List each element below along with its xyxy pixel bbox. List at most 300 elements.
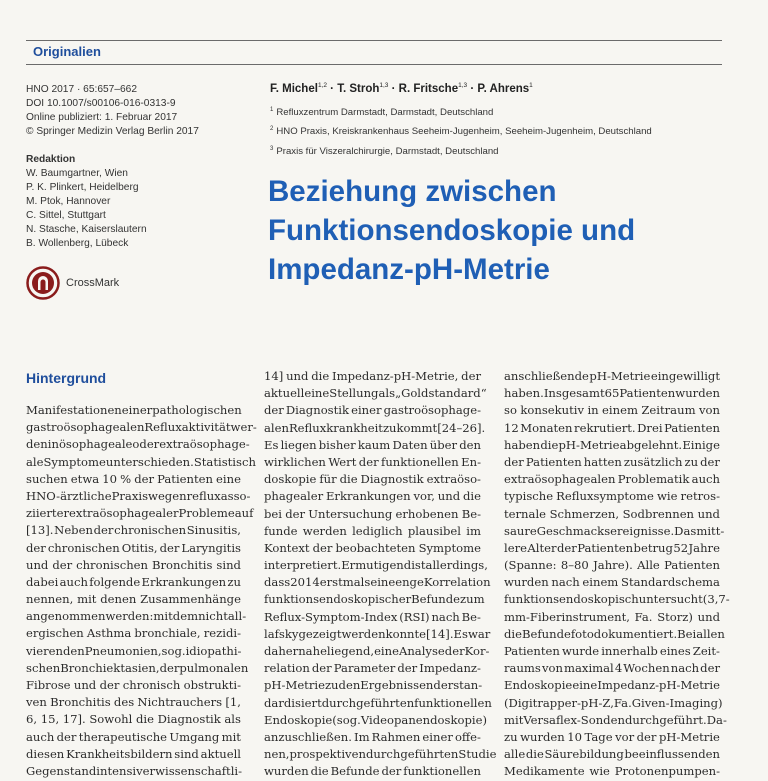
text-word: sog. xyxy=(161,643,186,658)
editor-name: N. Stasche, Kaiserslautern xyxy=(26,224,147,235)
text-line xyxy=(264,712,487,729)
text-word: allerdings, xyxy=(425,558,488,573)
text-word: der xyxy=(700,454,720,469)
text-word: die xyxy=(136,712,154,727)
text-word: auf xyxy=(234,506,254,521)
text-word: ale xyxy=(26,454,44,469)
text-word: eine xyxy=(572,678,598,693)
text-word: extraöso- xyxy=(426,472,481,487)
author-name: P. Ahrens xyxy=(477,82,530,95)
text-word: phagealer xyxy=(264,489,324,504)
text-line xyxy=(26,711,241,728)
text-line xyxy=(26,419,257,436)
affiliation-list xyxy=(270,102,652,160)
text-word: kaum xyxy=(357,437,391,452)
text-word: chronischen xyxy=(76,557,148,572)
text-word: daher xyxy=(264,644,299,658)
text-word: die xyxy=(310,764,329,779)
text-line xyxy=(26,454,256,471)
text-word: chronischen xyxy=(47,540,120,555)
text-word: war xyxy=(467,626,491,641)
affiliation-item xyxy=(270,121,652,140)
text-line xyxy=(504,420,720,437)
text-word: Symptome xyxy=(43,454,106,469)
text-line xyxy=(504,729,720,746)
text-word: nach xyxy=(551,575,580,590)
text-word: wurden xyxy=(675,386,720,401)
header-rule-bottom xyxy=(26,64,722,65)
text-word: und xyxy=(73,678,97,692)
text-word: eine xyxy=(370,575,396,590)
text-line xyxy=(26,625,241,642)
text-word: ven xyxy=(26,695,47,710)
text-word: angenommen xyxy=(26,609,106,624)
text-line xyxy=(264,557,488,574)
text-word: Rahmen xyxy=(371,729,421,744)
text-word: liegen xyxy=(280,437,317,452)
text-word: raums xyxy=(504,661,541,676)
text-word: Fibrose xyxy=(26,678,71,692)
text-word: durchgeführten xyxy=(365,747,459,762)
text-line xyxy=(504,506,720,523)
text-word: Refluxkrankheit xyxy=(288,420,383,435)
text-word: (3,7- xyxy=(702,592,730,607)
text-word: so xyxy=(504,403,517,418)
text-word: mitt- xyxy=(696,523,725,538)
text-word: unterschieden. xyxy=(105,454,194,469)
text-word: Bronchitis xyxy=(151,557,213,572)
text-line xyxy=(504,609,720,626)
text-word: Gegenstand xyxy=(26,763,97,778)
text-word: wirklichen xyxy=(264,454,326,469)
text-line xyxy=(264,488,481,505)
text-word: oder xyxy=(132,437,160,452)
author-affiliation-mark: 1,2 xyxy=(317,82,327,89)
text-word: diesen xyxy=(26,746,65,761)
text-word: durchgeführt. xyxy=(624,712,707,727)
text-word: und xyxy=(697,609,720,624)
text-word: für xyxy=(319,472,337,487)
text-word: der xyxy=(134,471,155,486)
text-word: wie xyxy=(656,489,678,504)
text-word: einem xyxy=(602,403,638,418)
text-word: bei xyxy=(264,506,282,521)
text-word: Patienten xyxy=(525,454,582,469)
text-word: dass xyxy=(264,575,291,590)
text-word: Wert xyxy=(328,454,357,469)
editor-name: P. K. Plinkert, Heidelberg xyxy=(26,182,139,193)
text-line xyxy=(264,437,481,454)
affiliation-item xyxy=(270,102,652,121)
text-word: Geschmacksereignisse. xyxy=(536,523,675,538)
copyright: © Springer Medizin Verlag Berlin 2017 xyxy=(26,126,199,137)
text-word: 10 xyxy=(102,471,117,486)
text-line xyxy=(504,557,720,574)
text-word: in xyxy=(47,437,59,452)
text-word: therapeutische xyxy=(78,729,168,744)
text-word: Given-Imaging) xyxy=(631,695,723,710)
text-word: des xyxy=(113,695,135,710)
editor-name: W. Baumgartner, Wien xyxy=(26,168,128,179)
text-line xyxy=(504,677,720,694)
text-word: obstrukti- xyxy=(183,678,241,692)
text-word: 10 xyxy=(567,729,583,744)
text-word: die xyxy=(504,626,522,641)
text-line xyxy=(504,712,727,729)
text-line xyxy=(264,591,485,608)
text-word: wurde xyxy=(561,644,600,658)
text-word: Patienten xyxy=(619,386,676,401)
text-word: funktionellen xyxy=(381,454,459,469)
text-word: zusätzlich xyxy=(623,454,683,469)
text-word: eine xyxy=(216,471,241,486)
text-word: Jahre). xyxy=(593,558,633,573)
text-word: Insgesamt xyxy=(543,386,605,401)
text-word: Symptome xyxy=(418,540,481,555)
text-line xyxy=(264,677,481,694)
affiliation-text: Praxis für Viszeralchirurgie, Darmstadt, Deutschland xyxy=(276,145,499,157)
text-word: Kontext xyxy=(264,540,310,555)
text-word: Parameter xyxy=(333,661,396,676)
text-line xyxy=(264,574,491,591)
text-word: abgelehnt. xyxy=(619,437,683,452)
article-title-line: Beziehung zwischen xyxy=(268,175,557,208)
text-word: Säurebildung xyxy=(544,747,624,762)
text-word: gastroösophage- xyxy=(383,403,481,418)
text-word: retros- xyxy=(680,489,720,504)
text-word: der xyxy=(504,454,524,469)
text-word: funde xyxy=(264,523,298,538)
text-word: der xyxy=(358,454,379,469)
text-word: Befunde xyxy=(411,592,461,607)
text-word: typische xyxy=(504,489,554,504)
text-line xyxy=(26,557,241,574)
text-word: Refluxsymptome xyxy=(556,489,654,504)
text-line xyxy=(26,540,241,557)
article-title-line: Funktionsendoskopie und xyxy=(268,214,636,247)
text-word: Patienten xyxy=(577,540,634,555)
text-word: von xyxy=(541,661,563,676)
text-word: Monaten xyxy=(520,420,573,435)
text-word: nennen, xyxy=(26,592,74,607)
text-word: Problematik xyxy=(617,472,690,487)
article-title xyxy=(268,172,718,289)
text-word: (Spanne: xyxy=(504,558,557,573)
text-word: Im xyxy=(353,729,370,744)
text-word: eine xyxy=(304,386,330,401)
text-line xyxy=(264,609,481,626)
text-word: die xyxy=(540,437,559,452)
text-line xyxy=(26,746,241,763)
text-word: pH-Metrie xyxy=(589,369,651,383)
text-word: Kor- xyxy=(464,644,490,658)
text-word: den xyxy=(26,437,48,452)
text-word: Be- xyxy=(461,506,481,521)
text-word: vor, xyxy=(413,489,435,504)
text-word: 8–80 xyxy=(560,558,589,573)
affiliation-text: Refluxzentrum Darmstadt, Darmstadt, Deutschland xyxy=(276,107,494,119)
text-line xyxy=(504,471,720,488)
affiliation-item xyxy=(270,141,652,160)
text-word: Impedanz- xyxy=(419,661,481,676)
editor-name: M. Ptok, Hannover xyxy=(26,196,111,207)
text-word: einer xyxy=(351,403,382,418)
text-word: (Digitrapper-pH-Z, xyxy=(504,695,614,710)
text-line xyxy=(504,488,720,505)
text-word: der xyxy=(556,540,577,555)
text-word: wer- xyxy=(230,420,257,435)
section-label: Originalien xyxy=(33,44,101,59)
text-word: einem xyxy=(582,575,619,590)
text-word: beeinflussenden xyxy=(624,747,720,762)
text-word: eine xyxy=(374,644,399,658)
author-name: F. Michel xyxy=(270,82,318,95)
text-word: als xyxy=(224,712,241,727)
text-word: auch xyxy=(26,729,55,744)
text-word: nen, xyxy=(264,747,290,762)
text-word: Befunde xyxy=(330,764,380,779)
text-word: wie xyxy=(589,764,610,779)
text-word: Bronchiektasien, xyxy=(60,660,160,675)
text-word: der xyxy=(159,540,180,555)
text-word: En- xyxy=(461,454,481,469)
text-word: vierenden xyxy=(26,643,85,658)
text-word: nach xyxy=(670,661,700,676)
text-word: Fa. xyxy=(634,609,653,624)
text-word: im xyxy=(466,523,481,538)
text-word: beobachteten xyxy=(335,540,416,555)
text-line xyxy=(504,643,720,660)
column-body xyxy=(504,368,730,781)
text-line xyxy=(26,471,241,488)
text-word: Impedanz-pH-Metrie xyxy=(597,678,720,693)
text-word: Analyse xyxy=(398,644,445,658)
text-word: der xyxy=(285,506,306,521)
author-list: F. Michel$^{1,2}$ · T. Stroh$^{1,3}$ · R. Fritsche$^{1,3}$ · P. Ahrens$^1$ xyxy=(270,82,533,95)
text-word: zukommt xyxy=(382,420,438,435)
doi-link[interactable]: DOI 10.1007/s00106-016-0313-9 xyxy=(26,98,176,109)
text-word: der xyxy=(433,678,454,693)
text-word: folgende xyxy=(89,574,141,589)
text-line xyxy=(26,591,241,608)
text-word: lediglich xyxy=(352,523,403,538)
text-line xyxy=(504,695,723,712)
text-word: Asthma xyxy=(86,626,132,641)
text-word: sind xyxy=(174,746,199,761)
text-word: der xyxy=(159,660,180,675)
text-word: ziierter xyxy=(26,506,69,521)
text-word: extraösophagealen xyxy=(504,472,616,487)
journal-citation: HNO 2017 · 65:657–662 xyxy=(26,84,138,95)
text-word: in xyxy=(587,403,599,418)
text-word: (sog. xyxy=(332,712,361,727)
crossmark-badge[interactable] xyxy=(26,266,119,300)
text-word: ternale xyxy=(504,506,547,521)
text-column-2 xyxy=(264,368,497,781)
crossmark-label: CrossMark xyxy=(66,277,120,289)
text-word: werden: xyxy=(105,609,154,624)
text-line xyxy=(264,763,481,780)
text-line xyxy=(26,729,241,746)
text-word: Das xyxy=(674,523,697,538)
text-word: Zeitraum xyxy=(641,403,696,418)
text-word: stan- xyxy=(453,678,483,693)
text-line xyxy=(264,523,481,540)
text-word: die xyxy=(311,369,330,383)
text-word: ergischen xyxy=(26,626,84,641)
text-word: wegen xyxy=(148,488,187,503)
text-word: offe- xyxy=(454,729,481,744)
text-word: Ergebnissen xyxy=(360,678,434,693)
text-line xyxy=(26,677,241,694)
text-word: chronischen xyxy=(114,523,187,538)
text-word: von xyxy=(698,403,720,418)
text-line xyxy=(26,505,254,522)
text-word: Endoskopie xyxy=(264,712,333,727)
text-word: 15, xyxy=(40,712,60,727)
text-word: funktionellen xyxy=(403,764,481,779)
text-word: haben xyxy=(504,437,541,452)
text-word: 6, xyxy=(26,712,38,727)
text-word: als xyxy=(378,386,396,401)
text-word: sind xyxy=(216,557,241,572)
text-word: Statistisch xyxy=(193,454,256,469)
text-word: der xyxy=(99,678,120,692)
text-line xyxy=(504,402,720,419)
text-line xyxy=(264,695,492,712)
text-line xyxy=(26,522,241,539)
text-word: über xyxy=(429,437,458,452)
section-heading: Hintergrund xyxy=(26,370,107,386)
text-word: funktionsendoskopisch xyxy=(504,592,639,607)
text-word: Praxis xyxy=(111,488,149,503)
text-word: Patienten xyxy=(504,644,560,658)
text-word: Wochen xyxy=(623,661,670,676)
text-line xyxy=(264,746,497,763)
text-line xyxy=(504,454,720,471)
text-word: innerhalb xyxy=(601,644,658,658)
text-word: den xyxy=(338,678,361,693)
editorial-board xyxy=(26,153,256,251)
text-word: auch xyxy=(691,472,720,487)
text-word: und xyxy=(26,557,49,572)
text-word: erstmals xyxy=(319,575,371,590)
text-word: plausibel xyxy=(407,523,462,538)
text-word: pH-Metrie xyxy=(658,729,720,744)
text-word: werden xyxy=(302,523,347,538)
text-word: der xyxy=(636,729,657,744)
text-word: HNO-ärztliche xyxy=(26,488,112,503)
text-word: der xyxy=(397,661,418,676)
text-line xyxy=(504,523,725,540)
affiliation-text: HNO Praxis, Kreiskrankenhaus Seeheim-Jugenheim, Seeheim-Jugenheim, Deutschland xyxy=(276,126,652,138)
author-name: T. Stroh xyxy=(337,82,380,95)
text-word: einer xyxy=(121,403,153,417)
column-body xyxy=(26,402,257,780)
text-word: Einige xyxy=(682,437,720,452)
crossmark-icon xyxy=(26,266,60,300)
text-word: 14] xyxy=(264,369,284,383)
text-line xyxy=(504,626,725,643)
text-line xyxy=(264,643,490,660)
text-word: 65 xyxy=(604,386,620,401)
text-line xyxy=(504,591,730,608)
text-word: der xyxy=(700,661,720,676)
text-word: der xyxy=(52,557,73,572)
text-word: 4 xyxy=(614,661,623,676)
text-line xyxy=(264,420,486,437)
text-line xyxy=(504,368,720,385)
text-word: 2014 xyxy=(290,575,320,590)
text-word: Diagnostik xyxy=(157,712,221,727)
text-word: der xyxy=(26,540,46,555)
text-word: lafsky xyxy=(264,626,299,641)
text-word: Befunde xyxy=(522,626,571,641)
text-line xyxy=(264,660,481,677)
text-word: untersucht xyxy=(638,592,703,607)
text-word: Es xyxy=(264,437,279,452)
text-line xyxy=(264,506,481,523)
text-word: pH-Metrie xyxy=(264,678,325,693)
text-word: Ermutigend xyxy=(341,558,412,573)
text-word: mit xyxy=(77,592,97,607)
text-word: Stellung xyxy=(329,386,379,401)
text-word: zu xyxy=(324,678,339,693)
text-word: prospektiven xyxy=(289,747,366,762)
text-word: saure xyxy=(504,523,537,538)
text-word: [1, xyxy=(225,695,241,710)
text-word: dardisiert xyxy=(264,695,322,710)
text-word: Bei xyxy=(677,626,697,641)
text-word: Umgang xyxy=(169,729,220,744)
text-word: den xyxy=(459,437,481,452)
text-line xyxy=(264,385,487,402)
text-word: einer xyxy=(422,729,453,744)
text-word: relation xyxy=(264,661,310,676)
text-word: haben. xyxy=(504,386,544,401)
text-word: Endoskopie xyxy=(504,678,573,693)
text-word: suchen xyxy=(26,471,68,486)
text-word: betrug xyxy=(633,540,673,555)
publication-meta xyxy=(26,83,256,139)
text-word: die xyxy=(463,489,481,504)
text-word: Protonenpumpen- xyxy=(614,764,720,779)
text-word: [24–26]. xyxy=(437,420,486,435)
text-word: Fa. xyxy=(613,695,632,710)
text-word: Bronchitis xyxy=(50,695,111,710)
text-word: hatten xyxy=(583,454,622,469)
text-line xyxy=(26,694,241,711)
text-word: der xyxy=(381,764,402,779)
text-word: dabei xyxy=(26,574,59,589)
text-line xyxy=(264,729,481,746)
text-word: mit xyxy=(153,609,173,624)
text-word: Versaflex-Sonden xyxy=(523,712,625,727)
text-word: funktionsendoskopischer xyxy=(264,592,412,607)
text-word: Untersuchung xyxy=(308,506,393,521)
text-line xyxy=(26,643,241,660)
text-word: die xyxy=(525,747,544,762)
text-word: bisher xyxy=(318,437,356,452)
text-word: 52 xyxy=(673,540,689,555)
text-word: und xyxy=(286,369,309,383)
text-word: lere xyxy=(504,540,527,555)
affiliation-number: 1 xyxy=(270,107,274,113)
text-word: Sowohl xyxy=(89,712,133,727)
text-word: Studie xyxy=(458,747,497,762)
text-word: naheliegend, xyxy=(298,644,375,658)
text-word: maximal xyxy=(564,661,614,676)
